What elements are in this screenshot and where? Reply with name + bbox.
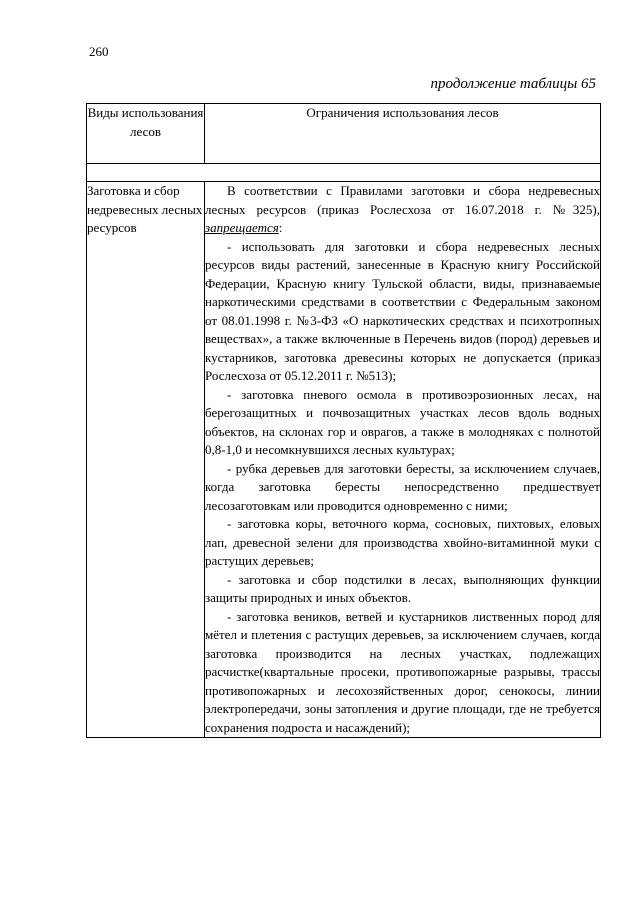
restriction-item: - заготовка коры, веточного корма, сосновых, пихтовых, еловых лап, древесной зелени для производства хвойно-витаминной муки с растущих деревьев; [205,516,600,568]
restriction-item: - использовать для заготовки и сбора недревесных лесных ресурсов виды растений, занесенные в Красную книгу Российской Федерации, Красную книгу Тульской области, виды, признаваемые наркотическими средствами в соответствии с Федеральным законом от 08.01.1998 г. №3-ФЗ «О наркотических средствах и психотропных веществах», а также включенные в Перечень видов (пород) деревьев и кустарников, заготовка древесины которых не допускается (приказ Рослесхоза от 05.12.2011 г. №513); [205,238,600,383]
table-row [87,182,601,738]
intro-paragraph [205,182,600,238]
table-continuation-caption: продолжение таблицы 65 [430,76,596,92]
restriction-item: - заготовка пневого осмола в противоэрозионных лесах, на берегозащитных и почвозащитных участках лесов вдоль водных объектов, на склонах гор и оврагов, а также в молодняках с полнотой 0,8-1,0 и несомкнувшихся лесных культурах; [205,386,600,457]
spacer-cell [87,164,601,182]
restrictions-cell [205,182,601,738]
page-number: 260 [89,44,109,59]
restriction-item: - заготовка веников, ветвей и кустарников лиственных пород для мётел и плетения с растущих деревьев, за исключением случаев, когда заготовка производится на лесных участках, подлежащих расчистке(квартальные просеки, противопожарные разрывы, трассы противопожарных и лесохозяйственных дорог, сенокосы, линии электропередачи, зоны затопления и другие площади, где не требуется сохранения подроста и насаждений); [205,608,600,735]
intro-tail: : [278,220,283,235]
table-spacer-row [87,164,601,182]
use-type-cell: Заготовка и сбор недревесных лесных ресурсов [87,182,205,738]
header-restrictions: Ограничения использования лесов [205,104,601,164]
table-header-row [87,104,601,164]
intro-text: В соответствии с Правилами заготовки и сбора недревесных лесных ресурсов (приказ Рослесхоза от 16.07.2018 г. №325), [205,183,600,217]
intro-emphasis: запрещается [205,220,279,235]
header-use-type: Виды использования лесов [87,104,205,164]
restrictions-table [86,103,601,738]
restriction-item: - заготовка и сбор подстилки в лесах, выполняющих функции защиты природных и иных объектов. [205,571,600,605]
restriction-item: - рубка деревьев для заготовки бересты, за исключением случаев, когда заготовка бересты непосредственно предшествует лесозаготовкам или проводится одновременно с ними; [205,460,600,513]
